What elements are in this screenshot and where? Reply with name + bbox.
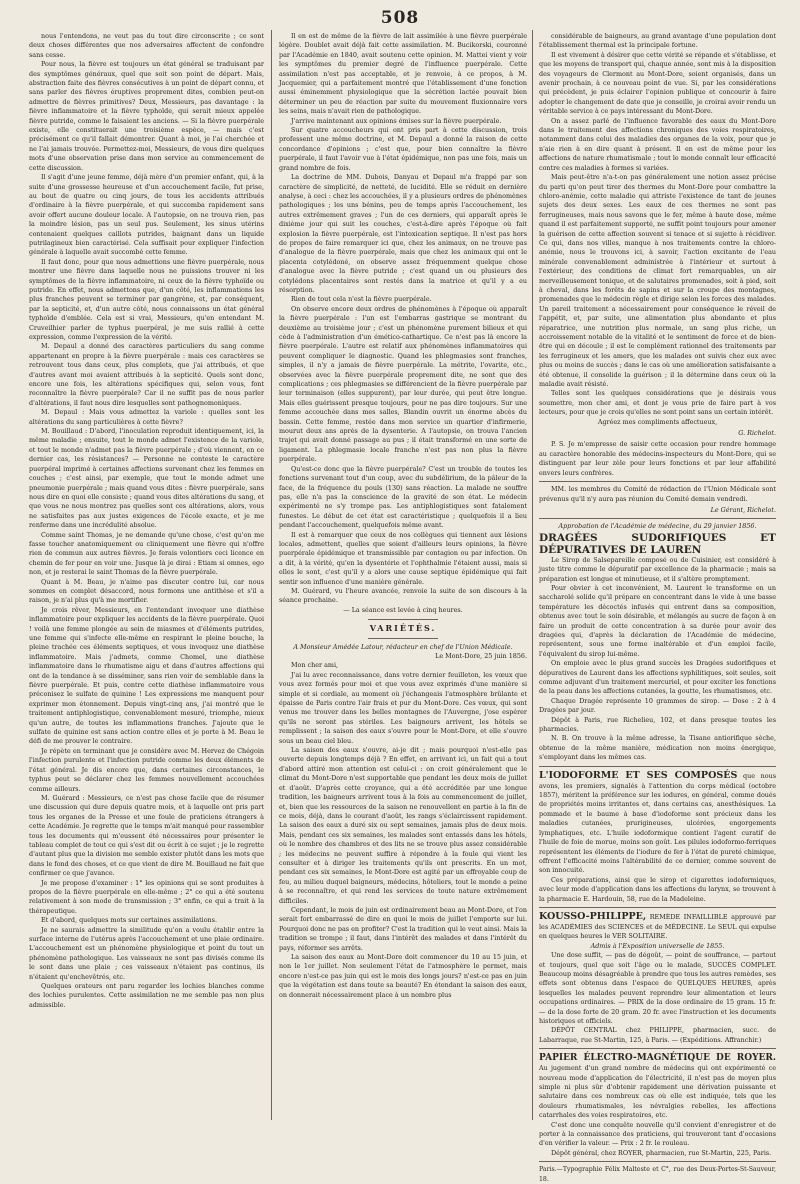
page-number: 508 xyxy=(380,8,420,28)
divider xyxy=(368,638,438,639)
paragraph: Qu'est-ce donc que la fièvre puerpérale? C'est un trouble de toutes les fonctions survenant tout d'un coup, avec du subdélirium, de la pâleur de la face, de la fréquence du pouls (130) sans réaction. La malade ne souffre pas, elle n'a pas la conscience de la gravité de son état. Le médecin expérimenté ne s'y trompe pas. Les antiphlogistiques sont fatalement funestes. Le début de cet état est caractéristique ; quelquefois il a lieu pendant l'accouchement, quelquefois même avant. xyxy=(279,464,527,530)
paragraph: Je répète en terminant que je considère avec M. Hervez de Chégoin l'infection purulente et l'infection putride comme les deux éléments de l'état général. Je dis encore que, dans certaines circonstances, le typhus peut se déclarer chez les femmes nouvellement accouchées comme ailleurs. xyxy=(29,746,264,793)
paragraph: M. Depaul a donné des caractères particuliers du sang comme appartenant en propre à la fièvre puerpérale : mais ces caractères se retrouvent tous dans ceux, plus complets, que j'ai attribués, et que d'autres avant moi avaient attribués à la septicité. Quels sont donc, encore une fois, les altérations spécifiques qui, selon vous, font reconnaître la fièvre puerpérale? Car il ne suffit pas de nous parler d'altérations, il faut nous dire lesquelles sont pathognomoniques. xyxy=(29,342,264,407)
column-right xyxy=(539,32,776,1183)
paragraph: Quant à M. Beau, je n'aime pas discuter contre lui, car nous sommes en complet désaccord, nous formons une antithèse et s'il a raison, je n'ai plus qu'à me mortifier. xyxy=(29,577,264,605)
ad-text: que nous avons, les premiers, signalés à l'attention du corps médical (octobre 1857), méritent la préférence sur les iodures, en général, comme doués de propriétés moins irritantes et, dans certains cas, anesthésiques. La pommade et le baume à base d'iodoforme sont précieux dans les maladies cutanées, prurigineuses, ulcérées, engorgements lymphatiques, etc. L'huile iodoformique contient l'agent curatif de l'huile de foie de morue, moins son goût. Les pilules iodoformo-ferriques représentent les éléments de l'iodure de fer à l'état de pureté chimique, offrent l'efficacité moins l'altérabilité de ce dernier, comme souvent de son innocuité. xyxy=(539,771,776,875)
ad-paragraph: Chaque Dragée représente 10 grammes de sirop. — Dose : 2 à 4 Dragées par jour. xyxy=(539,696,776,715)
paragraph: J'ai lu avec reconnaissance, dans votre dernier feuilleton, les vœux que vous avez formés pour moi et que vous avez exprimés d'une manière si simple et si cordiale, au moment où j'échangeais l'atmosphère brûlante et épaisse de Paris contre l'air frais et pur du Mont-Dore. Ces vœux, qui sont venus me trouver dans les belles montagnes de l'Auvergne, j'ose espérer qu'ils ne seront pas stériles. Les baigneurs arrivent, les hôtels se remplissent ; la saison des eaux s'ouvre pour le Mont-Dore, et elle s'ouvre sous un beau ciel bleu. xyxy=(279,670,527,745)
paragraph: Il en est de même de la fièvre de lait assimilée à une fièvre puerpérale légère. Doublet avait déjà fait cette assimilation. M. Bucikorski, couronné par l'Académie en 1840, avait soutenu cette opinion. M. Mattei vient y voir les symptômes du premier degré de l'influence puerpérale. Cette assimilation n'est pas acceptable, et je renvoie, à ce propos, à M. Jacquemier, qui a parfaitement montré que l'établissement d'une fonction aussi éminemment physiologique que la sécrétion lactée pouvait bien déterminer un peu de réaction par suite du mouvement fluxionnaire vers les seins, mais n'avait rien de pathologique. xyxy=(279,32,527,116)
ad-title-dragees: DRAGÉES SUDORIFIQUES ET DÉPURATIVES DE LAUREN xyxy=(539,531,776,556)
paragraph: Et d'abord, quelques mots sur certaines assimilations. xyxy=(41,916,217,925)
column-divider xyxy=(271,30,272,1120)
paragraph: On observe encore deux ordres de phénomènes à l'époque où apparaît la fièvre puerpérale : l'un est l'embarras gastrique se montrant du deuxième au troisième jour ; c'est un phénomène purement bilieux et qui cède à l'administration d'un émético-cathartique. Ce n'est pas là encore la fièvre puerpérale. L'autre est relatif aux phénomènes inflammatoires qui peuvent compliquer le diagnostic. Quand les phlegmasies sont franches, simples, il n'y a jamais de fièvre puerpérale. La métrite, l'ovarite, etc., observées avec la fièvre puerpérale proprement dite, ne sont que des complications ; ces phlegmasies se différencient de la fièvre puerpérale par leur terminaison (elles suppurent), par leur durée, qui peut être longue. Mais elles guérissent presque toujours, pour ne pas dire toujours. Sur une femme accouchée dans mes salles, Blandin ouvrit un énorme abcès du bassin. Cette femme, restée dans mon service un quartier d'infirmerie, mourut deux ans après de la dysenterie. A l'autopsie, on trouva l'ancien trajet qui avait donné passage au pus ; il était transformé en une sorte de ligament. La phlegmasie locale franche n'est pas non plus la fièvre puerpérale. xyxy=(279,304,527,464)
paragraph: Rien de tout cela n'est la fièvre puerpérale. xyxy=(291,295,432,304)
paragraph: Je me propose d'examiner : 1° les opinions qui se sont produites à propos de la fièvre puerpérale en elle-même ; 2° ce qui a été soutenu relativement à son mode de transmission ; 3° enfin, ce qui a trait à la thérapeutique. xyxy=(29,878,264,915)
divider xyxy=(539,518,776,519)
ad-paragraph: Dépôt à Paris, rue Richelieu, 102, et dans presque toutes les pharmacies. xyxy=(539,715,776,734)
ad-papier xyxy=(539,1052,776,1120)
ad-title-papier: PAPIER ÉLECTRO-MAGNÉTIQUE DE ROYER. xyxy=(539,1053,776,1064)
paragraph: Cependant, le mois de juin est ordinairement beau au Mont-Dore, et l'on serait fort embarrassé de dire en quoi le mois de juillet l'emporte sur lui. Pourquoi donc ne pas en profiter? C'est la tradition qui le veut ainsi. Mais la tradition se trompe ; il faut, dans l'intérêt des malades et dans l'intérêt du pays, réformer ses arrêts. xyxy=(279,905,527,952)
paragraph: Comme saint Thomas, je ne demande qu'une chose, c'est qu'on me fasse toucher anatomiquement ou cliniquement une fièvre qui n'offre rien de commun aux autres fièvres. Je ferais volontiers ceci licence en chemin de fer pour en voir une. Jusque là je dirai : Etiam si omnes, ego non, et je resterai le saint Thomas de la fièvre puerpérale. xyxy=(29,530,264,577)
session-closed: — La séance est levée à cinq heures. xyxy=(343,605,463,614)
paragraph: M. Guérard, vu l'heure avancée, renvoie la suite de son discours à la séance prochaine. xyxy=(279,586,527,605)
column-left xyxy=(29,32,264,1117)
ad-paragraph: DÉPÔT CENTRAL chez PHILIPPE, pharmacien, succ. de Labarraque, rue St-Martin, 125, à Paris. — (Expéditions. Affranchir.) xyxy=(539,1026,776,1044)
ad-paragraph: Dépôt général, chez ROYER, pharmacien, rue St-Martin, 225, Paris. xyxy=(551,1148,772,1157)
paragraph: M. Depaul : Mais vous admettez la variole : quelles sont les altérations du sang particulières à cette fièvre? xyxy=(29,408,264,426)
postscript: P. S. Je m'empresse de saisir cette occasion pour rendre hommage au caractère honorable des médecins-inspecteurs du Mont-Dore, qui se distinguent par leur zèle pour leurs fonctions et par leur affabilité envers leurs confrères. xyxy=(539,440,776,477)
committee-note: MM. les membres du Comité de rédaction de l'Union Médicale sont prévenus qu'il n'y aura pas réunion du Comité demain vendredi. xyxy=(539,485,776,503)
ad-text: Au jugement d'un grand nombre de médecins qui ont expérimenté ce nouveau mode d'application de l'électricité, il n'est pas de moyen plus simple ni plus sûr d'obtenir rapidement une dérivation puissante et salutaire dans ces nombreux cas où elle est indiquée, tels que les douleurs rhumatismales, les névralgies rebelles, les affections catarrhales des voies respiratoires, etc. xyxy=(539,1064,776,1120)
divider xyxy=(539,481,776,482)
paragraph: Pour nous, la fièvre est toujours un état général se traduisant par des symptômes généraux, quel que soit son point de départ. Mais, abstraction faite des fièvres consécutives à un point de départ connu, et sans parler des fièvres éruptives proprement dites, combien peut-on admettre de fièvres primitives? Deux, Messieurs, pas davantage : la fièvre inflammatoire et la fièvre typhoïde, qui serait mieux appelée fièvre putride, comme le faisaient les anciens. — Si la fièvre puerpérale existe, elle constituerait une troisième espèce, — mais c'est précisément ce qu'il fallait démontrer. Quant à moi, je l'ai cherchée et ne l'ai jamais trouvée. Permettez-moi, Messieurs, de vous dire quelques mots d'une observation prise dans mon service au commencement de cette discussion. xyxy=(29,60,264,172)
ad-approval: Approbation de l'Académie de médecine, du 29 janvier 1856. xyxy=(558,522,757,531)
paragraph: Il est à remarquer que ceux de nos collègues qui tiennent aux lésions locales, admettent, quelles que soient d'ailleurs leurs opinions, la fièvre puerpérale épidémique et transmissible par contagion ou par infection. On a dit, à la vérité, qu'en la dysentérie et l'ophthalmie l'étaient aussi, mais si elles le sont, c'est qu'il y a alors une cause septique épidémique qui fait sentir son influence d'une manière générale. xyxy=(279,530,527,586)
column-divider xyxy=(532,30,533,1120)
paragraph: On a assez parlé de l'influence favorable des eaux du Mont-Dore dans le traitement des affections chroniques des voies respiratoires, notamment dans celui des maladies des organes de la voix, pour que je n'aie rien à en dire quant à présent. Il en est de même pour les affections de nature rhumatismale ; tout le monde connaît leur efficacité contre ces maladies à formes si variées. xyxy=(539,116,776,172)
paragraph: Je crois rêver, Messieurs, en l'entendant invoquer une diathèse inflammatoire pour expliquer les accidents de la fièvre puerpérale. Quoi ! voilà une femme plongée au sein de miasmes et d'éléments putrides, une femme qui s'infecte elle-même en respirant le pleine bouche, la pleine trachée ces éléments septiques, et vous invoquez une diathèse inflammatoire. Mais j'admets, comme Chomel, une diathèse inflammatoire dans le rhumatisme aigu et dans d'autres affections qui ont de la tendance à se disséminer, sans rien voir de semblable dans la fièvre puerpérale. Et puis, contre cette diathèse inflammatoire vous préconisez le sulfate de quinine ! Les expressions me manquent pour exprimer mon étonnement. Depuis vingt-cinq ans, j'ai montré que le traitement antiphlogistique, convenablement mesuré, triomphe, mieux qu'un autre, de toutes les inflammations franches. J'ajoute que le sulfate de quinine est sans action contre elles et je porte à M. Beau le défi de me prouver le contraire. xyxy=(29,605,264,746)
ad-text: REMÈDE INFAILLIBLE approuvé par les ACADÉMIES des SCIENCES et de MÉDECINE. Le SEUL qui expulse en quelques heures le VER SOLITAIRE. xyxy=(539,912,776,941)
printer-imprint: Paris.—Typographie Félix Malteste et C°, rue des Deux-Portes-St-Sauveur, 18. xyxy=(539,1166,776,1183)
paragraph: Il faut donc, pour que nous admettions une fièvre puerpérale, nous montrer une fièvre dans laquelle nous ne puissions trouver ni les symptômes de la fièvre inflammatoire, ni ceux de la fièvre typhoïde ou putride. En effet, nous admettons que, d'un côté, les inflammations les plus franches peuvent se terminer par gangrène, et, par conséquent, par la septicité, et, d'un autre côté, nous connaissons un état général typhoïde d'emblée. Cela est si vrai, Messieurs, qu'en entendant M. Cruveilhier parler de typhus puerpéral, je me suis rallié à cette expression, comme l'expression de la vérité. xyxy=(29,257,264,341)
paragraph: M. Guérard : Messieurs, ce n'est pas chose facile que de résumer une discussion qui dure depuis quatre mois, et à laquelle ont pris part tous les organes de la Presse et une foule de praticiens étrangers à cette Académie. Je regrette que le temps m'ait manqué pour rassembler tous les documents qui m'eussent été nécessaires pour présenter le tableau complet de tout ce qui s'est dit ou écrit à ce sujet ; je le regrette d'autant plus que la division me semble exister plutôt dans les mots que dans le fond des choses, et ce que vient de dire M. Bouillaud ne fait que confirmer ce que j'avance. xyxy=(29,793,264,878)
divider xyxy=(539,766,776,767)
section-title-varietes: VARIÉTÉS. xyxy=(369,623,437,634)
paragraph: La saison des eaux au Mont-Dore doit commencer du 10 au 15 juin, et non le 1er juillet. Non seulement l'état de l'atmosphère le permet, mais encore n'est-ce pas juin qui est le mois des longs jours? n'est-ce pas en juin que la végétation est dans toute sa beauté? En étendant la saison des eaux, on donnerait nécessairement place à un nombre plus xyxy=(279,953,527,999)
ad-paragraph: Ces préparations, ainsi que le sirop et cigarettes iodoformiques, avec leur mode d'application dans les affections du larynx, se trouvent à la pharmacie E. Hardouin, 58, rue de la Madeleine. xyxy=(539,875,776,903)
closing: Agréez mes compliments affectueux, xyxy=(597,417,718,426)
paragraph: Il est vivement à désirer que cette vérité se répande et s'établisse, et que les moyens de transport qui, chaque année, sont mis à la disposition des voyageurs de Clermont au Mont-Dore, soient organisés, dans un avenir prochain, à ce nouveau point de vue. Si, par les considérations qui précèdent, je puis éclairer l'opinion publique et concourir à faire adopter le changement de date que je conseille, je croirai avoir rendu un véritable service à ce pays intéressant du Mont-Dore. xyxy=(539,50,776,116)
ad-paragraph: Le Sirop de Salsepareille composé ou de Cuisinier, est considéré à juste titre comme le dépuratif par excellence de la pharmacie ; mais sa préparation est longue et minutieuse, et il s'altère promptement. xyxy=(539,555,776,583)
paragraph: Quelques orateurs ont paru regarder les lochies blanches comme des lochies purulentes. Cette assimilation ne me semble pas non plus admissible. xyxy=(29,982,264,1009)
paragraph: Sur quatre accoucheurs qui ont pris part à cette discussion, trois professent une même doctrine, et M. Depaul a donné la raison de cette concordance d'opinions ; c'est que, pour bien connaître la fièvre puerpérale, il faut l'avoir vue à l'état épidémique, non pas une fois, mais un grand nombre de fois. xyxy=(279,126,527,172)
paragraph: J'arrive maintenant aux opinions émises sur la fièvre puerpérale. xyxy=(291,116,502,125)
signature: G. Richelot. xyxy=(738,429,776,438)
paragraph: Mais peut-être n'a-t-on pas généralement une notion assez précise du parti qu'on peut tirer des thermes du Mont-Dore pour combattre la chloro-anémie, cette maladie qui attriste l'existence de tant de jeunes sujets des deux sexes. Les eaux de ces thermes ne sont pas ferrugineuses, mais nous savons que le fer, même à haute dose, même quand il est parfaitement supporté, ne suffit point toujours pour amener la guérison de cette affection souvent si tenace et si sujette à récidiver. Ce qui, dans nos villes, manque à nos traitements contre la chloro-anémie, nous le trouvons ici, à savoir, l'action excitante de l'eau minérale convenablement administrée à l'intérieur et surtout à l'extérieur, des conditions de climat fort remarquables, un air merveilleusement tonique, et de salutaires promenades, soit à pied, soit à cheval, dans les forêts de sapins et sur la croupe des montagnes, promenades que le médecin règle et dirige selon les forces des malades. Un pareil traitement a nécessairement pour conséquence le réveil de l'appétit, et, par suite, une alimentation plus abondante et plus réparatrice, une nutrition plus normale, un sang plus riche, un accroissement notable de la vitalité et le sentiment de force et de bien-être qui en découle ; il est le complément rationnel des traitements par les ferrugineux et les amers, que les malades ont suivis chez eux avec plus ou moins de succès ; dans le cas où une amélioration satisfaisante a été obtenue, il consolide la guérison ; il la détermine dans ceux où la maladie avait résisté. xyxy=(539,173,776,389)
divider xyxy=(539,1048,776,1049)
ad-title-iodoforme: L'IODOFORME ET SES COMPOSÉS xyxy=(539,769,738,781)
letter-salutation: Mon cher ami, xyxy=(291,661,339,670)
letter-address: A Monsieur Amédée Latour, rédacteur en chef de l'Union Médicale. xyxy=(293,642,513,651)
ad-exposition: Admis à l'Exposition universelle de 1855. xyxy=(590,941,725,950)
divider xyxy=(368,619,438,620)
divider xyxy=(539,1161,776,1162)
paragraph: Telles sont les quelques considérations que je désirais vous soumettre, mon cher ami, et dont je vous prie de faire part à vos lecteurs, pour que je crois qu'elles ne sont point sans un certain intérêt. xyxy=(539,389,776,417)
paragraph: La doctrine de MM. Dubois, Danyau et Depaul m'a frappé par son caractère de simplicité, de netteté, de lucidité. Elle se réduit en dernière analyse, à ceci : chez les accouchées, il y a plusieurs ordres de phénomènes pathologiques ; les uns bénins, peu de temps après l'accouchement, les autres extrêmement graves ; l'un de ces derniers, qui apparaît après le dixième jour qui suit les couches, c'est-à-dire après l'époque où fait explosion la fièvre puerpérale, est l'intoxication septique. Il n'est pas hors de propos de faire remarquer ici que, chez les animaux, on ne trouve pas d'analogue de la fièvre puerpérale, mais que chez les animaux qui ont le placenta cotylédoné, on observe assez fréquemment quelque chose d'analogue avec la fièvre putride ; c'est quand un ou plusieurs des cotylédons placentaires sont restés dans la matrice et qu'il y a eu résorption. xyxy=(279,173,527,294)
paragraph: Il s'agit d'une jeune femme, déjà mère d'un premier enfant, qui, à la suite d'une grossesse heureuse et d'un accouchement facile, fut prise, au bout de quatre ou cinq jours, de tous les accidents attribués d'ordinaire à la fièvre puerpérale, et qui succomba rapidement sans avoir offert aucune douleur locale. A l'autopsie, on ne trouva rien, pas la moindre lésion, pas un seul pus. Seulement, les sinus utérins contenaient quelques caillots putrides, baignant dans un liquide putrilagineux bien caractérisé. Cela suffisait pour expliquer l'infection générale à laquelle avait succombé cette femme. xyxy=(29,173,264,257)
ad-title-kousso: KOUSSO-PHILIPPE, xyxy=(539,910,647,922)
column-middle xyxy=(279,32,527,1117)
ad-kousso xyxy=(539,911,776,942)
ad-paragraph: N. B. On trouve à la même adresse, la Tisane antiorifique sèche, obtenue de la même manière, médication non moins énergique, s'employant dans les mêmes cas. xyxy=(539,734,776,762)
paragraph: La saison des eaux s'ouvre, ai-je dit ; mais pourquoi n'est-elle pas ouverte depuis longtemps déjà ? En effet, en arrivant ici, un fait qui a tout d'abord attiré mon attention est celui-ci : on croit généralement que le climat du Mont-Dore n'est supportable que pendant les deux mois de juillet et d'août. D'après cette croyance, qui a été accréditée par une longue tradition, les baigneurs arrivent tous à la fois au commencement de juillet, et, bien que les ressources de la saison ne renouvellent en partie à la fin de ce mois, déjà, dans le courant d'août, les rangs s'éclaircissent rapidement. La saison des eaux a duré six ou sept semaines, jamais plus de deux mois. Mais, pendant ces six semaines, les malades sont entassés dans les hôtels, où le nombre des chambres et des lits ne se trouve plus assez considérable ; les médecins ne peuvent suffire à répondre à la foule qui vient les consulter et à diriger les traitements qu'ils ont prescrits. En un mot, pendant ces six semaines, le Mont-Dore est agité par un effroyable coup de feu, au milieu duquel baigneurs, médecins, hôteliers, tout le monde a peine à se reconnaître, et qui rend les services de toute nature extrêmement difficiles. xyxy=(279,746,527,905)
ad-paragraph: On emploie avec le plus grand succès les Dragées sudorifiques et dépuratives de Laurent dans les affections syphilitiques, soit seules, soit comme adjuvant d'un traitement mercuriel, et pour exciter les fonctions de la peau dans les affections cutanées, la goutte, les rhumatismes, etc. xyxy=(539,659,776,696)
ad-paragraph: Pour obvier à cet inconvénient, M. Laurent le transforme en un saccharolé solide qu'il prépare en concentrant dans le vide à une basse température les décoctés infusés qui entrent dans sa composition, obtenus avec tout le soin désirable, et mélangés au sucre de façon à en faire un produit de cette concentration à sa durée pour avoir des dragées qui, d'après la déclaration de l'Académie de médecine, représentent, sous une forme inaltérable et d'un emploi facile, l'équivalent du sirop lui-même. xyxy=(539,583,776,658)
letter-date: Le Mont-Dore, 25 juin 1856. xyxy=(435,652,527,660)
paragraph: Je ne saurais admettre la similitude qu'on a voulu établir entre la surface interne de l'utérus après l'accouchement et une plaie ordinaire. L'accouchement est un phénomène physiologique et point du tout un phénomène pathologique. Les vaisseaux ne sont pas divisés comme ils le sont dans une plaie ; ces vaisseaux n'étaient pas continus, ils n'étaient qu'enchevêtrés, etc. xyxy=(29,925,264,981)
gerant-signature: Le Gérant, Richelot. xyxy=(710,505,776,514)
paragraph: M. Bouillaud : D'abord, l'inoculation reproduit identiquement, ici, la même maladie ; ensuite, tout le monde admet l'existence de la variole, et tout le monde n'admet pas la fièvre puerpérale ; d'où viennent, en ce dernier cas, les résistances? — Personne ne conteste le caractère puerpéral imprimé à certaines affections survenant chez les femmes en couches ; c'est ainsi, par exemple, que tout le monde admet une pneumonie puerpérale ; mais quand vous dites : fièvre puerpérale, sans nous dire en quoi elle consiste ; quand vous dites altérations du sang, et que vous ne nous montrez pas quelles sont ces altérations, alors, vous ne satisfaites pas aux justes exigences de l'école exacte, et je me renferme dans une incrédulité absolue. xyxy=(29,427,264,530)
ad-paragraph: Une dose suffit, — pas de dégoût, — point de souffrance, — partout et toujours, quel que soit l'âge ou le malade, SUCCÈS COMPLET. Beaucoup moins désagréable à prendre que tous les autres remèdes, ses effets sont obtenus dans l'espace de QUELQUES HEURES, après lesquelles les malades peuvent reprendre leur alimentation et leurs occupations ordinaires. — PRIX de la dose ordinaire de 15 gram. 15 fr. — de la dose forte de 20 gram. 20 fr. avec l'instruction et les documents historiques et officiels. xyxy=(539,951,776,1025)
ad-paragraph: C'est donc une conquête nouvelle qu'il convient d'enregistrer et de porter à la connaissance des praticiens, qui trouveront tant d'occasions d'en vérifier la valeur. — Prix : 2 fr. le rouleau. xyxy=(539,1120,776,1148)
paragraph: nous l'entendons, ne veut pas du tout dire circonscrite ; ce sont deux choses différentes que nos adversaires affectent de confondre sans cesse. xyxy=(29,32,264,59)
ad-iodoforme xyxy=(539,770,776,876)
paragraph: considérable de baigneurs, au grand avantage d'une population dont l'établissement thermal est la principale fortune. xyxy=(539,32,776,50)
divider xyxy=(539,907,776,908)
